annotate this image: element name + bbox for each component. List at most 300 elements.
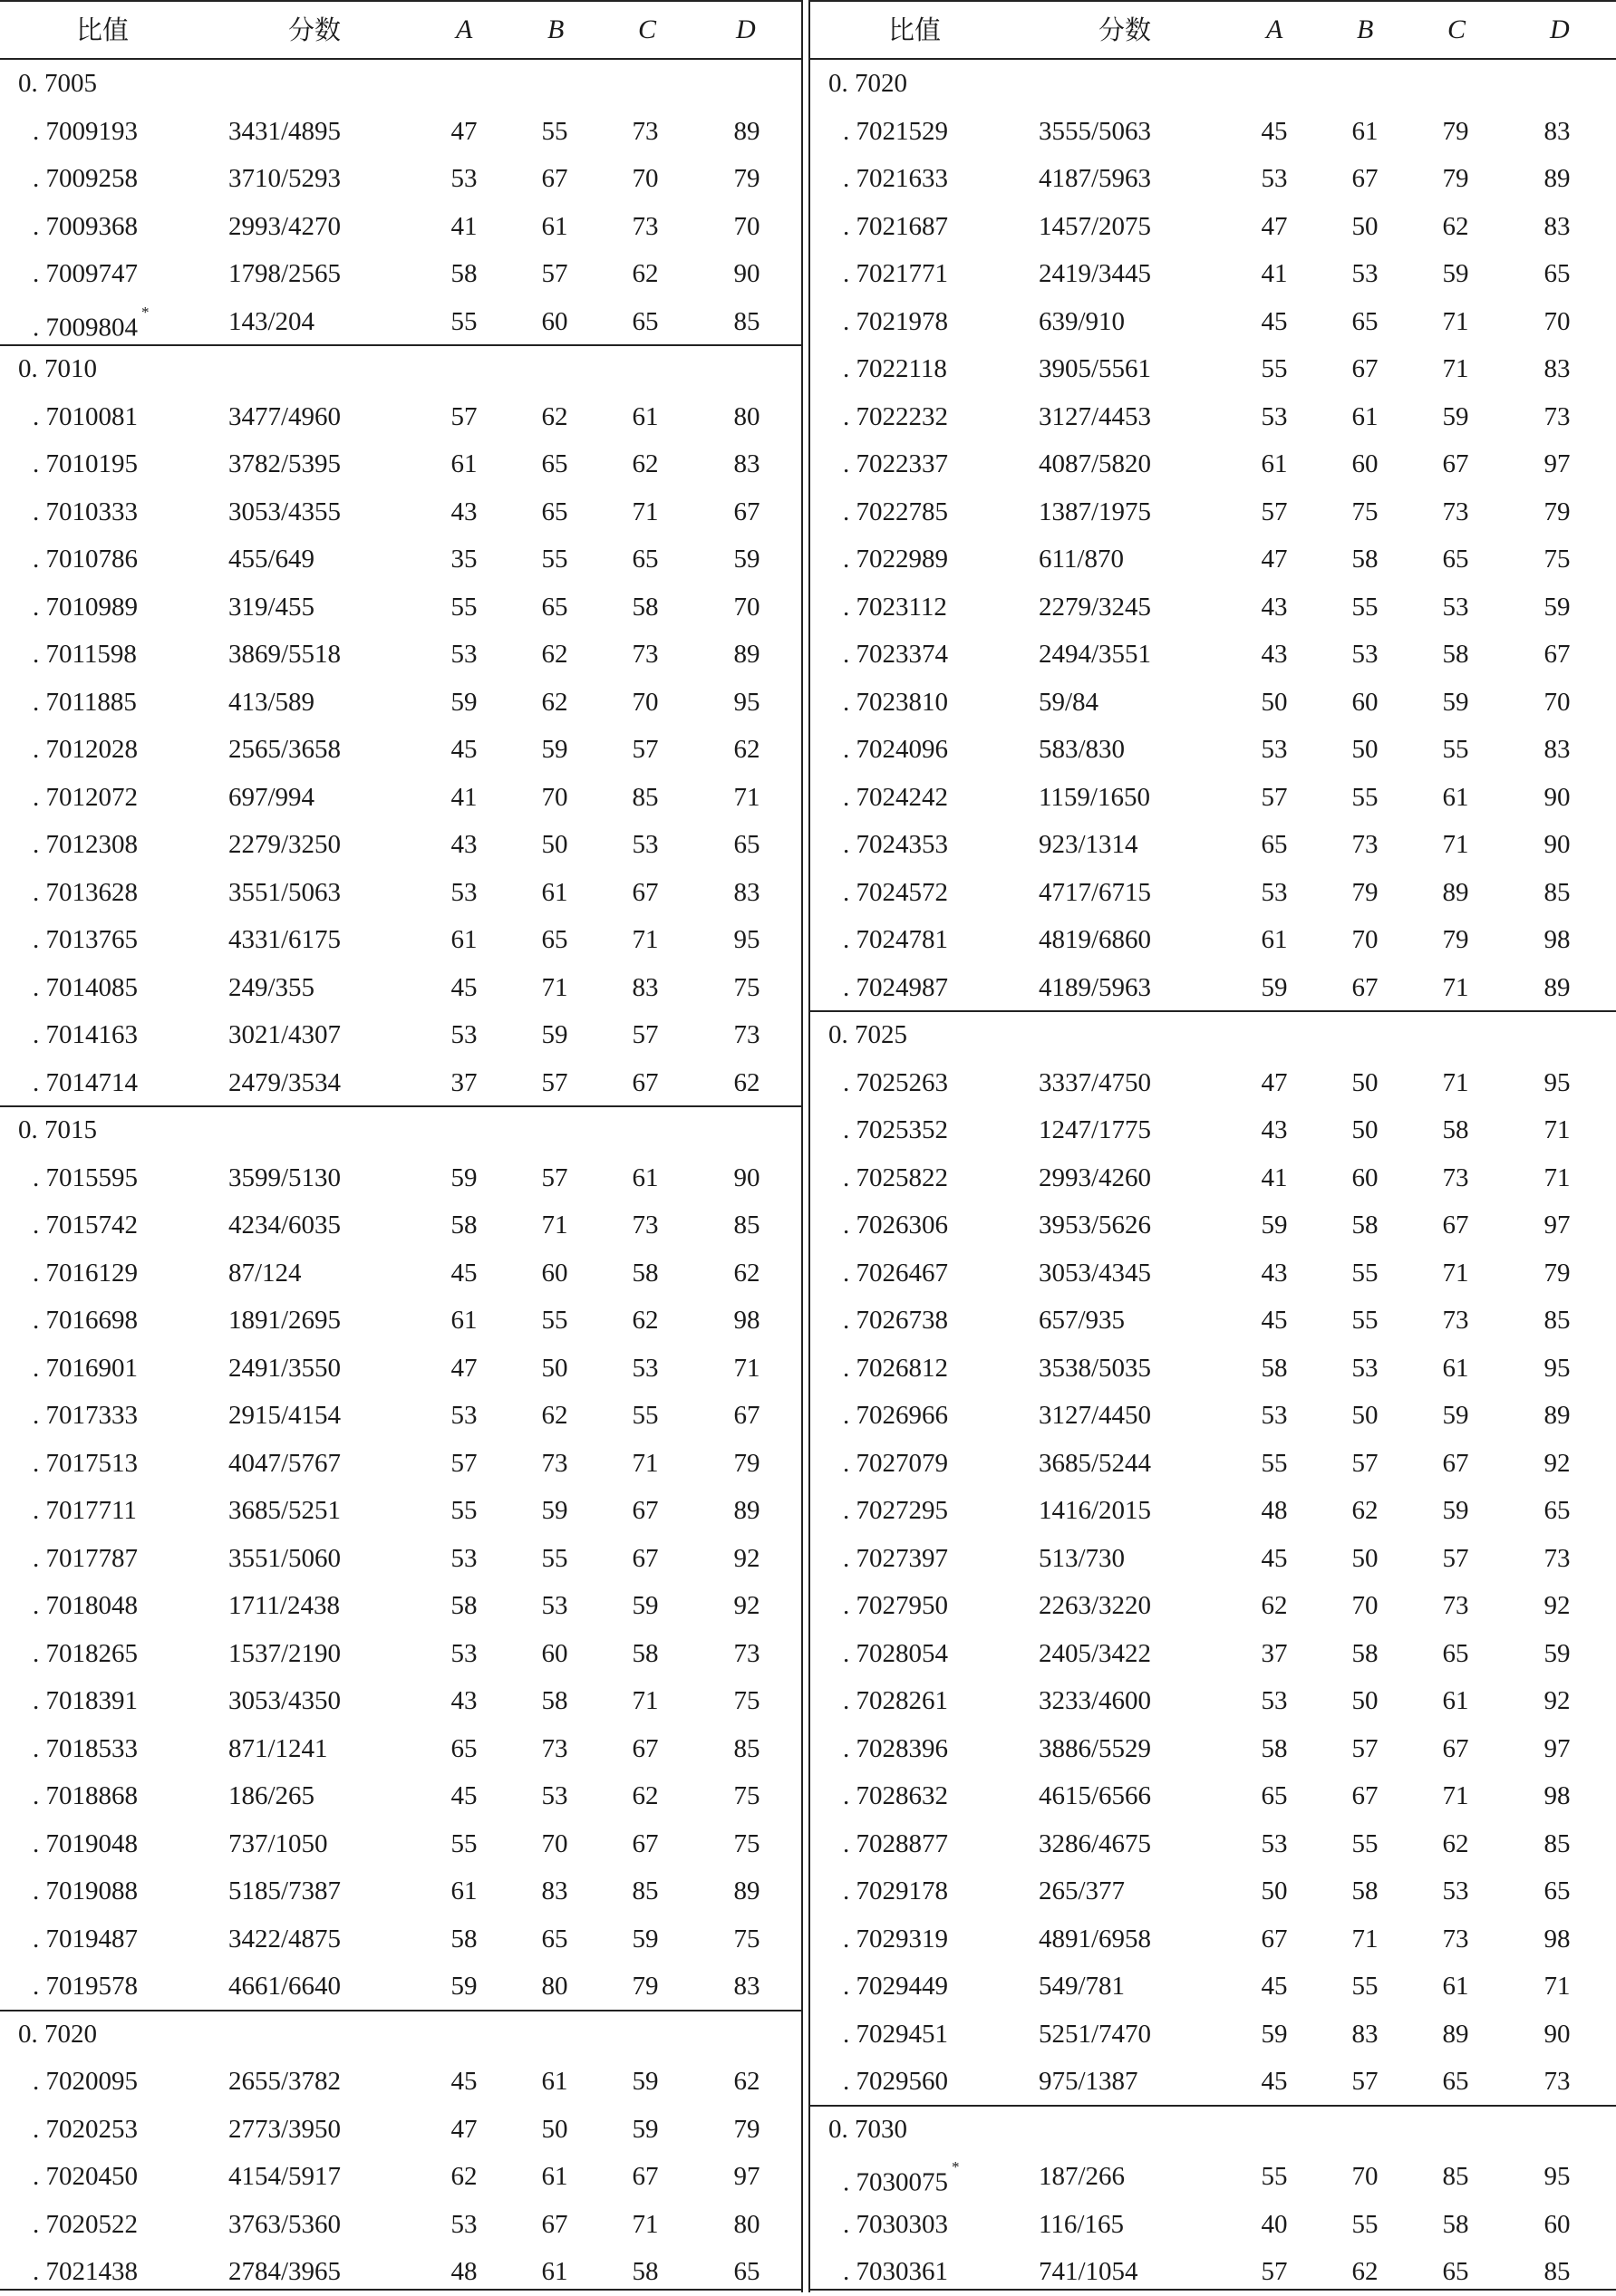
fraction-cell: 3053/4345 [1039, 1258, 1152, 1288]
table-row [0, 869, 803, 917]
value-cell-b: 60 [1351, 1162, 1379, 1192]
value-cell-a: 55 [1261, 354, 1288, 383]
value-cell-a: 48 [1261, 1496, 1288, 1525]
ratio-value: . 7011598 [33, 640, 137, 669]
table-row [0, 1963, 803, 2011]
ratio-value: . 7029560 [843, 2067, 948, 2096]
value-cell-c: 89 [1442, 877, 1469, 907]
ratio-cell [33, 821, 138, 869]
table-row [0, 1915, 803, 1963]
fraction-cell: 3551/5063 [228, 877, 342, 907]
fraction-cell: 639/910 [1039, 306, 1126, 336]
ratio-cell [843, 1154, 948, 1202]
value-cell-d: 90 [733, 259, 760, 288]
table-row [810, 1106, 1616, 1154]
ratio-value: . 7009804 [33, 313, 138, 342]
ratio-cell [33, 1820, 138, 1868]
value-cell-c: 62 [632, 259, 659, 288]
table-row [810, 1059, 1616, 1107]
header-c: C [1447, 14, 1466, 44]
ratio-value: . 7019088 [33, 1876, 138, 1905]
table-row [0, 2153, 803, 2201]
ratio-value: . 7026812 [843, 1353, 948, 1383]
table-row [810, 584, 1616, 632]
value-cell-c: 61 [632, 401, 659, 431]
table-row [0, 679, 803, 727]
ratio-cell [33, 1011, 138, 1059]
table-row [810, 1820, 1616, 1868]
ratio-value: . 7021978 [843, 306, 948, 336]
ratio-value: . 7021438 [33, 2257, 138, 2286]
value-cell-a: 59 [450, 687, 478, 717]
ratio-value: . 7023112 [843, 592, 947, 622]
ratio-cell [843, 821, 948, 869]
value-cell-c: 67 [632, 1733, 659, 1763]
ratio-value: . 7015742 [33, 1211, 138, 1240]
left-table [0, 0, 803, 2291]
value-cell-a: 43 [450, 1686, 478, 1715]
ratio-value: . 7027295 [843, 1496, 948, 1525]
fraction-cell: 871/1241 [228, 1733, 328, 1763]
fraction-cell: 87/124 [228, 1258, 302, 1288]
value-cell-a: 47 [450, 116, 478, 146]
value-cell-a: 53 [1261, 164, 1288, 193]
value-cell-a: 55 [450, 592, 478, 622]
fraction-cell: 1537/2190 [228, 1638, 342, 1668]
value-cell-d: 71 [1543, 1972, 1571, 2001]
ratio-cell [33, 1725, 138, 1773]
header-d: D [736, 14, 756, 44]
value-cell-d: 59 [733, 545, 760, 574]
fraction-cell: 2479/3534 [228, 1067, 342, 1097]
table-row [810, 2058, 1616, 2106]
table-row [0, 298, 803, 346]
value-cell-d: 90 [1543, 782, 1571, 812]
value-cell-b: 57 [1351, 2067, 1379, 2096]
fraction-cell: 1159/1650 [1039, 782, 1150, 812]
value-cell-b: 71 [541, 972, 568, 1002]
header-b: B [1357, 14, 1374, 44]
header-c: C [638, 14, 657, 44]
table-row [0, 774, 803, 822]
value-cell-a: 41 [450, 782, 478, 812]
value-cell-d: 97 [733, 2162, 760, 2191]
value-cell-a: 57 [1261, 782, 1288, 812]
fraction-cell: 265/377 [1039, 1876, 1126, 1905]
value-cell-a: 47 [1261, 545, 1288, 574]
ratio-cell [33, 1440, 138, 1488]
value-cell-c: 67 [1442, 449, 1469, 478]
value-cell-d: 83 [1543, 116, 1571, 146]
fraction-cell: 5251/7470 [1039, 2019, 1152, 2049]
ratio-value: . 7012028 [33, 735, 138, 764]
value-cell-c: 61 [1442, 1972, 1469, 2001]
value-cell-d: 85 [1543, 1306, 1571, 1335]
fraction-cell: 2405/3422 [1039, 1638, 1152, 1668]
value-cell-b: 73 [541, 1448, 568, 1478]
value-cell-d: 90 [1543, 830, 1571, 859]
value-cell-c: 59 [1442, 259, 1469, 288]
value-cell-c: 73 [632, 1211, 659, 1240]
fraction-cell: 1247/1775 [1039, 1115, 1152, 1144]
value-cell-d: 90 [733, 1162, 760, 1192]
ratio-cell [33, 155, 138, 203]
value-cell-a: 53 [450, 640, 478, 669]
value-cell-b: 60 [541, 1258, 568, 1288]
header-b: B [547, 14, 565, 44]
ratio-cell [843, 1059, 948, 1107]
value-cell-c: 79 [1442, 164, 1469, 193]
fraction-cell: 4331/6175 [228, 925, 342, 954]
value-cell-d: 85 [733, 306, 760, 336]
value-cell-d: 67 [1543, 640, 1571, 669]
value-cell-d: 95 [1543, 1067, 1571, 1097]
ratio-value: . 7020253 [33, 2114, 138, 2144]
value-cell-d: 92 [1543, 1448, 1571, 1478]
value-cell-d: 75 [733, 1686, 760, 1715]
fraction-cell: 3869/5518 [228, 640, 342, 669]
value-cell-a: 43 [1261, 1115, 1288, 1144]
value-cell-c: 73 [632, 640, 659, 669]
table-bottom-rule [0, 2289, 803, 2291]
value-cell-d: 98 [733, 1306, 760, 1335]
value-cell-c: 73 [632, 211, 659, 241]
value-cell-b: 67 [1351, 354, 1379, 383]
value-cell-c: 62 [1442, 211, 1469, 241]
value-cell-d: 71 [733, 1353, 760, 1383]
value-cell-c: 53 [632, 830, 659, 859]
value-cell-a: 41 [1261, 1162, 1288, 1192]
ratio-cell [33, 726, 138, 774]
table-row [0, 2201, 803, 2249]
ratio-value: . 7016129 [33, 1258, 138, 1288]
value-cell-d: 73 [1543, 401, 1571, 431]
value-cell-a: 45 [450, 972, 478, 1002]
value-cell-b: 67 [1351, 164, 1379, 193]
right-header-row [810, 0, 1616, 60]
value-cell-d: 65 [1543, 259, 1571, 288]
value-cell-a: 47 [450, 2114, 478, 2144]
ratio-value: . 7011885 [33, 687, 137, 717]
value-cell-d: 92 [1543, 1686, 1571, 1715]
table-row [810, 203, 1616, 251]
ratio-cell [843, 393, 948, 441]
fraction-cell: 1711/2438 [228, 1591, 340, 1620]
ratio-value: . 7021529 [843, 116, 948, 146]
ratio-cell [843, 869, 948, 917]
fraction-cell: 513/730 [1039, 1543, 1126, 1573]
value-cell-a: 53 [1261, 1686, 1288, 1715]
value-cell-a: 61 [450, 449, 478, 478]
group-label: 0. 7020 [18, 2019, 97, 2049]
value-cell-a: 41 [450, 211, 478, 241]
value-cell-d: 89 [733, 1876, 760, 1905]
ratio-value: . 7018265 [33, 1638, 138, 1668]
ratio-value: . 7021687 [843, 211, 948, 241]
fraction-cell: 413/589 [228, 687, 315, 717]
ratio-value: . 7009193 [33, 116, 138, 146]
ratio-cell [843, 440, 948, 488]
value-cell-c: 67 [632, 2162, 659, 2191]
value-cell-d: 85 [1543, 1828, 1571, 1858]
fraction-cell: 4087/5820 [1039, 449, 1152, 478]
ratio-cell [33, 1297, 138, 1345]
ratio-value: . 7020522 [33, 2209, 138, 2239]
value-cell-a: 53 [450, 2209, 478, 2239]
value-cell-d: 97 [1543, 1211, 1571, 1240]
value-cell-b: 65 [541, 592, 568, 622]
ratio-cell [843, 1820, 948, 1868]
ratio-value: . 7014163 [33, 1020, 138, 1049]
value-cell-a: 45 [1261, 1306, 1288, 1335]
group-heading-row [0, 60, 803, 108]
value-cell-a: 47 [1261, 211, 1288, 241]
fraction-cell: 2773/3950 [228, 2114, 342, 2144]
value-cell-c: 67 [632, 877, 659, 907]
ratio-cell [843, 155, 948, 203]
value-cell-b: 71 [541, 1211, 568, 1240]
fraction-cell: 2993/4260 [1039, 1162, 1152, 1192]
fraction-cell: 1891/2695 [228, 1306, 342, 1335]
ratio-value: . 7030361 [843, 2257, 948, 2286]
table-row [810, 1772, 1616, 1820]
ratio-cell [843, 1867, 948, 1915]
value-cell-c: 85 [1442, 2162, 1469, 2191]
table-row [810, 1915, 1616, 1963]
value-cell-d: 98 [1543, 1924, 1571, 1954]
value-cell-d: 92 [733, 1543, 760, 1573]
value-cell-a: 53 [450, 164, 478, 193]
value-cell-b: 67 [1351, 1781, 1379, 1810]
value-cell-d: 73 [1543, 1543, 1571, 1573]
value-cell-b: 50 [1351, 1543, 1379, 1573]
value-cell-c: 85 [632, 1876, 659, 1905]
value-cell-a: 43 [1261, 592, 1288, 622]
value-cell-c: 55 [1442, 735, 1469, 764]
table-row [810, 535, 1616, 584]
value-cell-d: 73 [733, 1020, 760, 1049]
value-cell-b: 55 [541, 116, 568, 146]
value-cell-d: 98 [1543, 925, 1571, 954]
fraction-cell: 2915/4154 [228, 1401, 342, 1430]
value-cell-d: 75 [733, 972, 760, 1002]
value-cell-b: 55 [1351, 1306, 1379, 1335]
table-row [0, 1201, 803, 1249]
fraction-cell: 3127/4450 [1039, 1401, 1152, 1430]
ratio-value: . 7015595 [33, 1162, 138, 1192]
value-cell-c: 62 [632, 1781, 659, 1810]
ratio-cell [33, 2201, 138, 2249]
value-cell-c: 67 [632, 1543, 659, 1573]
ratio-cell [843, 679, 948, 727]
value-cell-d: 80 [733, 2209, 760, 2239]
value-cell-a: 59 [450, 1972, 478, 2001]
value-cell-b: 57 [541, 1162, 568, 1192]
group-heading-row [0, 1106, 803, 1154]
value-cell-c: 70 [632, 164, 659, 193]
value-cell-a: 61 [450, 925, 478, 954]
ratio-value: . 7026738 [843, 1306, 948, 1335]
value-cell-d: 70 [1543, 306, 1571, 336]
table-row [810, 1154, 1616, 1202]
value-cell-c: 59 [632, 2114, 659, 2144]
value-cell-d: 79 [733, 2114, 760, 2144]
value-cell-a: 43 [1261, 640, 1288, 669]
value-cell-b: 65 [541, 1924, 568, 1954]
ratio-value: . 7012072 [33, 782, 138, 812]
ratio-value: . 7027397 [843, 1543, 948, 1573]
value-cell-b: 50 [541, 2114, 568, 2144]
fraction-cell: 3782/5395 [228, 449, 342, 478]
value-cell-b: 61 [541, 877, 568, 907]
fraction-cell: 2419/3445 [1039, 259, 1152, 288]
table-row [0, 916, 803, 964]
fraction-cell: 4661/6640 [228, 1972, 342, 2001]
ratio-value: . 7024987 [843, 972, 948, 1002]
value-cell-c: 67 [632, 1828, 659, 1858]
ratio-cell [843, 2011, 948, 2059]
group-heading-row [810, 1011, 1616, 1059]
ratio-value: . 7024353 [843, 830, 948, 859]
value-cell-d: 83 [1543, 354, 1571, 383]
value-cell-a: 58 [1261, 1733, 1288, 1763]
value-cell-b: 61 [1351, 401, 1379, 431]
group-label: 0. 7005 [18, 69, 97, 98]
value-cell-b: 53 [541, 1591, 568, 1620]
ratio-cell [843, 1915, 948, 1963]
value-cell-b: 58 [1351, 1211, 1379, 1240]
value-cell-b: 55 [541, 1306, 568, 1335]
ratio-value: . 7020450 [33, 2162, 138, 2191]
value-cell-d: 92 [733, 1591, 760, 1620]
ratio-value: . 7027079 [843, 1448, 948, 1478]
header-ratio: 比值 [888, 14, 942, 45]
value-cell-c: 58 [1442, 640, 1469, 669]
ratio-cell [843, 345, 947, 393]
value-cell-d: 89 [733, 1496, 760, 1525]
value-cell-c: 59 [632, 2067, 659, 2096]
value-cell-c: 53 [1442, 592, 1469, 622]
table-row [810, 440, 1616, 488]
ratio-value: . 7030303 [843, 2209, 948, 2239]
table-row [0, 1630, 803, 1678]
left-header-row [0, 0, 803, 60]
value-cell-a: 53 [450, 1401, 478, 1430]
ratio-value: . 7017711 [33, 1496, 137, 1525]
asterisk-mark: * [141, 303, 150, 321]
value-cell-c: 58 [1442, 1115, 1469, 1144]
ratio-value: . 7013765 [33, 925, 138, 954]
ratio-cell [33, 584, 138, 632]
value-cell-b: 75 [1351, 497, 1379, 526]
value-cell-a: 65 [1261, 1781, 1288, 1810]
value-cell-b: 73 [1351, 830, 1379, 859]
value-cell-d: 97 [1543, 449, 1571, 478]
fraction-cell: 3905/5561 [1039, 354, 1152, 383]
table-row [0, 535, 803, 584]
value-cell-b: 70 [541, 1828, 568, 1858]
value-cell-b: 59 [541, 1020, 568, 1049]
value-cell-b: 55 [1351, 1828, 1379, 1858]
value-cell-d: 83 [1543, 735, 1571, 764]
table-row [0, 1582, 803, 1630]
value-cell-a: 59 [1261, 1211, 1288, 1240]
ratio-value: . 7013628 [33, 877, 138, 907]
table-row [810, 1867, 1616, 1915]
table-row [810, 1345, 1616, 1393]
value-cell-b: 57 [1351, 1733, 1379, 1763]
value-cell-a: 59 [1261, 2019, 1288, 2049]
fraction-cell: 3053/4350 [228, 1686, 342, 1715]
header-a: A [456, 14, 473, 44]
ratio-cell [843, 1677, 948, 1725]
ratio-value: . 7026306 [843, 1211, 948, 1240]
value-cell-a: 43 [450, 497, 478, 526]
table-row [810, 679, 1616, 727]
value-cell-b: 60 [541, 306, 568, 336]
ratio-value: . 7009258 [33, 164, 138, 193]
value-cell-c: 71 [1442, 1067, 1469, 1097]
table-row [810, 1201, 1616, 1249]
fraction-cell: 2279/3245 [1039, 592, 1152, 622]
value-cell-b: 62 [1351, 2257, 1379, 2286]
value-cell-a: 58 [450, 1591, 478, 1620]
table-row [810, 1392, 1616, 1440]
value-cell-d: 71 [1543, 1115, 1571, 1144]
table-row [0, 1487, 803, 1535]
value-cell-b: 58 [541, 1686, 568, 1715]
fraction-cell: 455/649 [228, 545, 315, 574]
fraction-cell: 1387/1975 [1039, 497, 1152, 526]
value-cell-c: 71 [1442, 1258, 1469, 1288]
group-heading-row [810, 60, 1616, 108]
ratio-cell [33, 1487, 137, 1535]
value-cell-c: 79 [632, 1972, 659, 2001]
fraction-cell: 3599/5130 [228, 1162, 342, 1192]
ratio-value: . 7029451 [843, 2019, 948, 2049]
ratio-value: . 7026467 [843, 1258, 948, 1288]
table-row [0, 1820, 803, 1868]
value-cell-c: 71 [632, 925, 659, 954]
ratio-cell [33, 108, 138, 156]
fraction-cell: 2655/3782 [228, 2067, 342, 2096]
value-cell-d: 85 [733, 1733, 760, 1763]
value-cell-d: 62 [733, 1067, 760, 1097]
value-cell-c: 71 [1442, 830, 1469, 859]
ratio-cell [843, 203, 948, 251]
value-cell-d: 80 [733, 401, 760, 431]
value-cell-c: 59 [1442, 1401, 1469, 1430]
value-cell-a: 55 [450, 306, 478, 336]
ratio-value: . 7023810 [843, 687, 948, 717]
table-row [0, 155, 803, 203]
value-cell-d: 75 [1543, 545, 1571, 574]
ratio-value: . 7010195 [33, 449, 138, 478]
header-fraction: 分数 [288, 14, 342, 45]
value-cell-b: 50 [1351, 1067, 1379, 1097]
table-row [0, 1440, 803, 1488]
value-cell-b: 57 [541, 259, 568, 288]
value-cell-c: 71 [632, 1686, 659, 1715]
ratio-value: . 7024242 [843, 782, 948, 812]
value-cell-c: 73 [1442, 1306, 1469, 1335]
table-row [810, 1630, 1616, 1678]
ratio-cell [843, 1106, 948, 1154]
value-cell-b: 50 [1351, 211, 1379, 241]
fraction-cell: 3477/4960 [228, 401, 342, 431]
fraction-cell: 3710/5293 [228, 164, 342, 193]
ratio-value: . 7014714 [33, 1067, 138, 1097]
